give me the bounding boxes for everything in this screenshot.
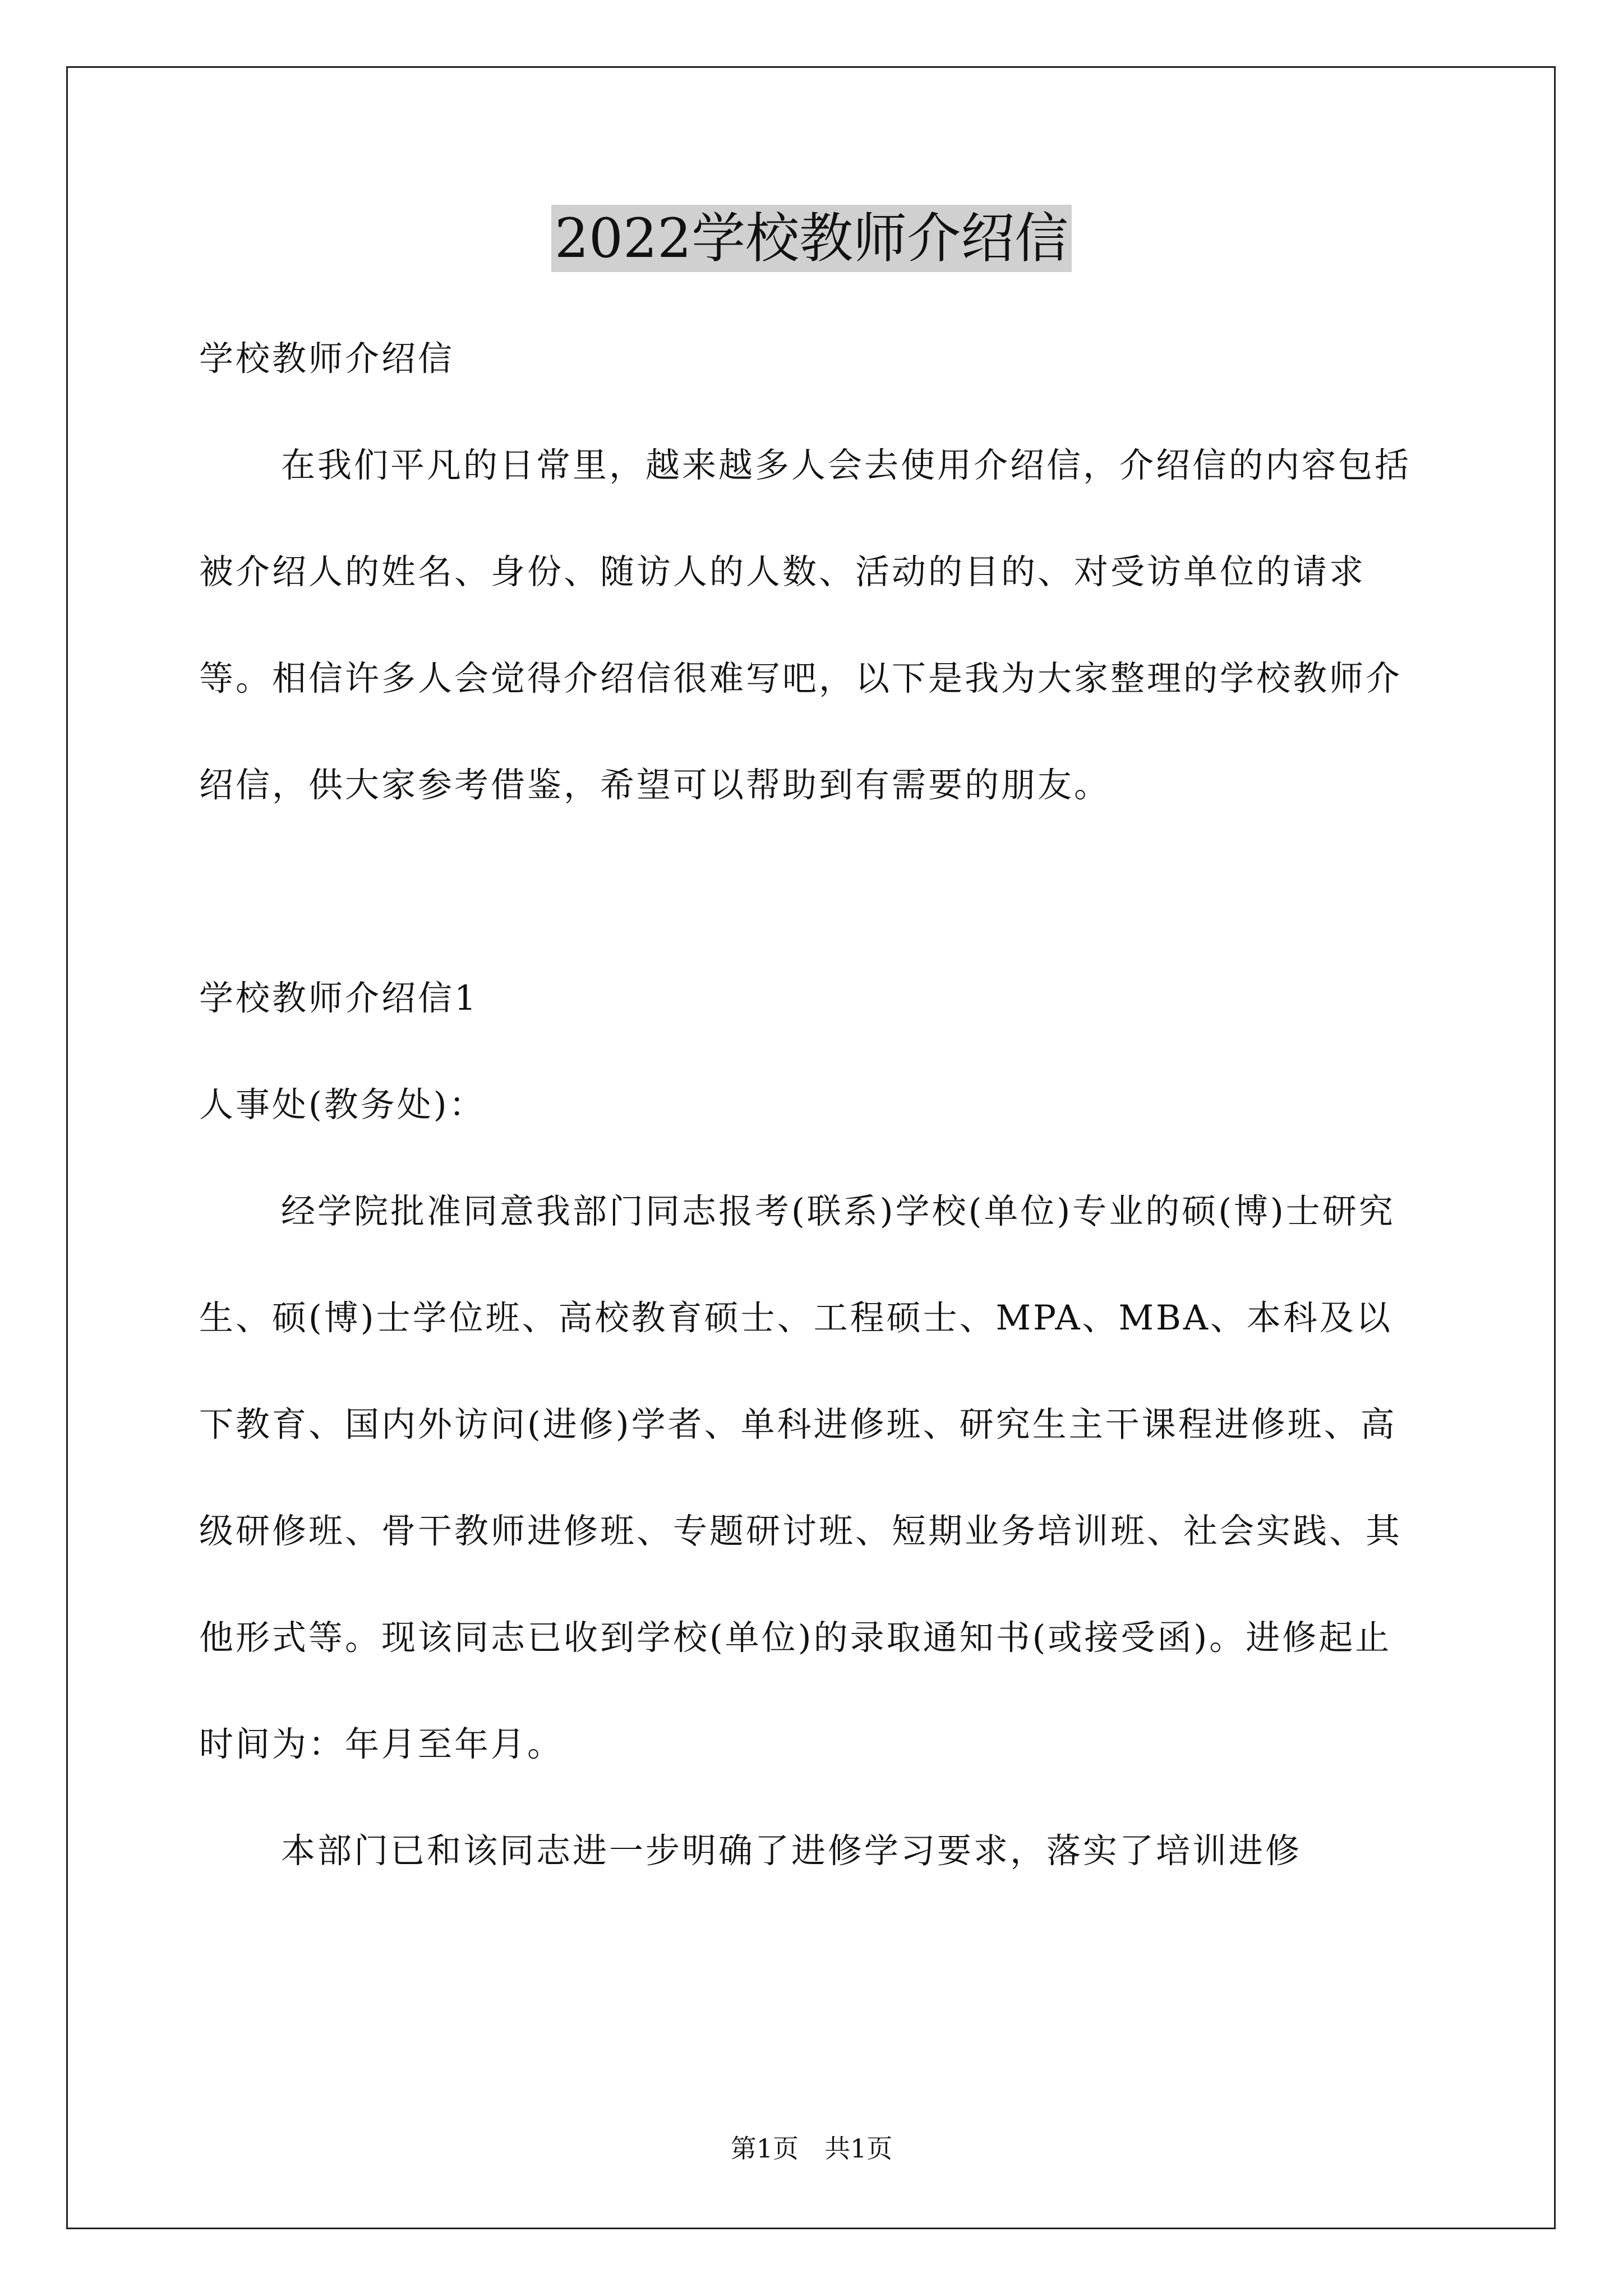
- salutation: 人事处(教务处)：: [199, 1085, 486, 1125]
- paragraph-spacer: [199, 839, 1427, 945]
- document-title-text: 2022学校教师介绍信: [551, 205, 1072, 272]
- body-paragraph: 本部门已和该同志进一步明确了进修学习要求，落实了培训进修: [281, 1831, 1302, 1871]
- body-paragraph: 经学院批准同意我部门同志报考(联系)学校(单位)专业的硕(博)士研究生、硕(博)士学位班、高校教育硕士、工程硕士、MPA、MBA、本科及以下教育、国内外访问(进修)学者、单科进修班、研究生主干课程进修班、高级研修班、骨干教师进修班、专题研讨班、短期业务培训班、社会实践、其他形式等。现该同志已收到学校(单位)的录取通知书(或接受函)。进修起止时间为：年月至年月。: [199, 1191, 1403, 1764]
- document-body: [199, 306, 1427, 1904]
- document-subtitle: 学校教师介绍信: [199, 339, 455, 379]
- intro-paragraph: 在我们平凡的日常里，越来越多人会去使用介绍信，介绍信的内容包括被介绍人的姓名、身份、随访人的人数、活动的目的、对受访单位的请求等。相信许多人会觉得介绍信很难写吧，以下是我为大家整理的学校教师介绍信，供大家参考借鉴，希望可以帮助到有需要的朋友。: [199, 445, 1412, 805]
- document-title: [0, 202, 1623, 275]
- page-number: 第1页 共1页: [730, 2133, 893, 2164]
- section-heading: 学校教师介绍信1: [199, 978, 478, 1018]
